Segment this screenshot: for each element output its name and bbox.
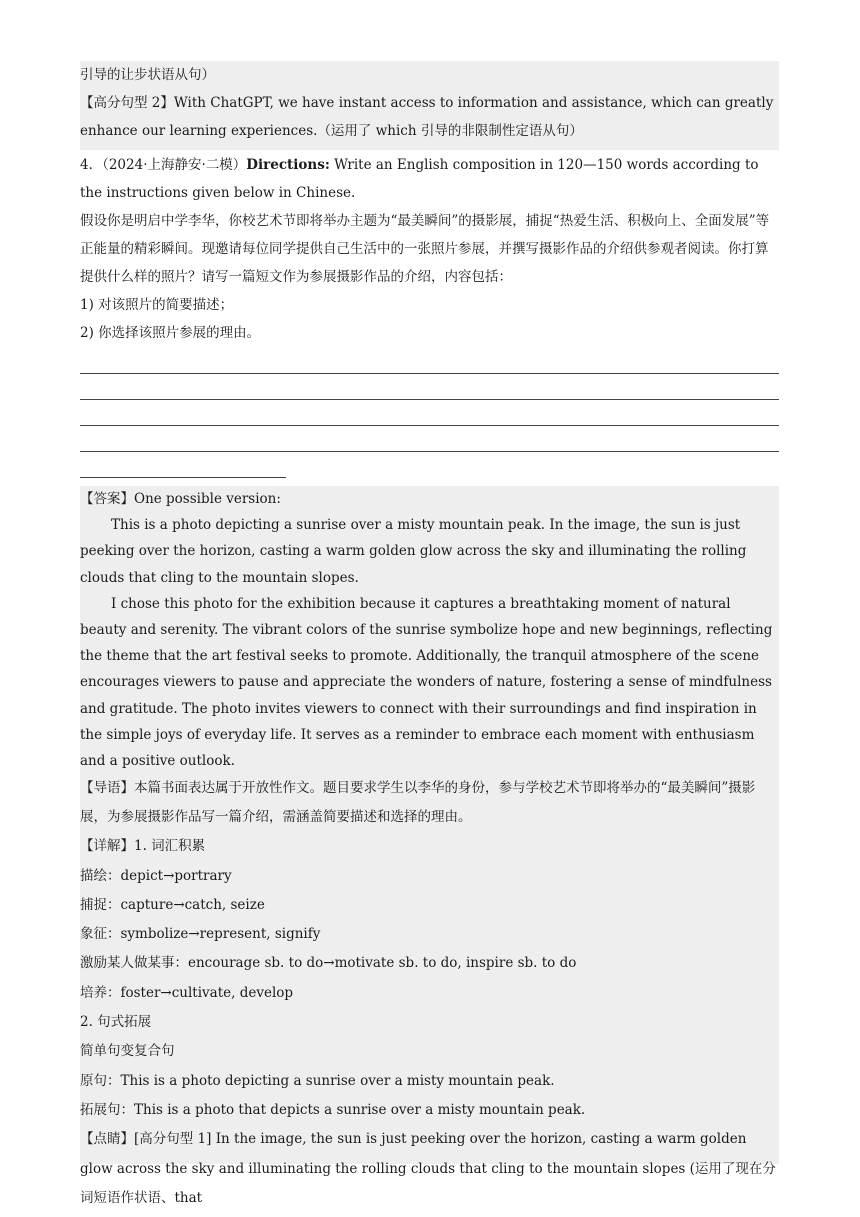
highlight-section: 【点睛】[高分句型 1] In the image, the sun is just peeking over the horizon, casting a warm golden glow across the sky and illuminating the rolling clouds that cling to the mountain slopes (运用了现在分词短语作状语、that [80, 1131, 776, 1206]
sentence-expansion-sub: 简单句变复合句 [80, 1043, 175, 1060]
answer-paragraph-1: This is a photo depicting a sunrise over a misty mountain peak. In the image, the sun is just peeking over the horizon, casting a warm golden glow across the sky and illuminating the rolling clouds that cling to the mountain slopes. [80, 517, 747, 586]
previous-answer-tail [80, 61, 779, 150]
detail-heading: 【详解】1. 词汇积累 [80, 838, 206, 855]
question-body: 假设你是明启中学李华，你校艺术节即将举办主题为“最美瞬间”的摄影展，捕捉“热爱生活、积极向上、全面发展”等正能量的精彩瞬间。现邀请每位同学提供自己生活中的一张照片参展，并撰写摄影作品的介绍供参观者阅读。你打算提供什么样的照片？请写一篇短文作为参展摄影作品的介绍，内容包括： [80, 213, 770, 285]
vocab-item: 象征：symbolize→represent, signify [80, 926, 321, 943]
vocab-item: 激励某人做某事：encourage sb. to do→motivate sb. to do, inspire sb. to do [80, 955, 577, 972]
detail-section [80, 832, 779, 1213]
answer-line-2 [80, 399, 779, 400]
question-point-2: 2) 你选择该照片参展的理由。 [80, 325, 261, 341]
answer-line-5 [80, 477, 286, 478]
answer-paragraph-2: I chose this photo for the exhibition because it captures a breathtaking moment of natural beauty and serenity. The vibrant colors of the sunrise symbolize hope and new beginnings, reflecting the theme that the art festival seeks to promote. Additionally, the tranquil atmosphere of the scene encourages viewers to pause and appreciate the wonders of nature, fostering a sense of mindfulness and gratitude. The photo invites viewers to connect with their surroundings and find inspiration in the simple joys of everyday life. It serves as a reminder to embrace each moment with enthusiasm and a positive outlook. [80, 595, 773, 770]
question-point-1: 1) 对该照片的简要描述； [80, 297, 234, 313]
vocab-item: 捕捉：capture→catch, seize [80, 896, 265, 913]
previous-line: 引导的让步状语从句） [80, 67, 215, 83]
answer-line-3 [80, 425, 779, 426]
answer-heading: 【答案】One possible version: [80, 491, 281, 507]
vocab-item: 描绘：depict→portrary [80, 867, 232, 884]
vocab-item: 培养：foster→cultivate, develop [80, 984, 294, 1001]
question-header: 4．（2024·上海静安·二模）Directions: Write an English composition in 120—150 words according to the instructions given below in Chinese. [80, 157, 759, 201]
directions-label: Directions: [246, 157, 330, 173]
high-score-sentence-2: 【高分句型 2】With ChatGPT, we have instant access to information and assistance, which can greatly enhance our learning experiences.（运用了 which 引导的非限制性定语从句） [80, 95, 774, 139]
guide-section: 【导语】本篇书面表达属于开放性作文。题目要求学生以李华的身份，参与学校艺术节即将举办的“最美瞬间”摄影展，为参展摄影作品写一篇介绍，需涵盖简要描述和选择的理由。 [80, 780, 756, 826]
answer-line-4 [80, 451, 779, 452]
answer-section [80, 486, 779, 1206]
original-sentence: 原句：This is a photo depicting a sunrise over a misty mountain peak. [80, 1072, 555, 1089]
sentence-expansion-heading: 2. 句式拓展 [80, 1014, 152, 1031]
answer-line-1 [80, 373, 779, 374]
question-4 [80, 151, 779, 347]
expanded-sentence: 拓展句：This is a photo that depicts a sunrise over a misty mountain peak. [80, 1101, 586, 1118]
